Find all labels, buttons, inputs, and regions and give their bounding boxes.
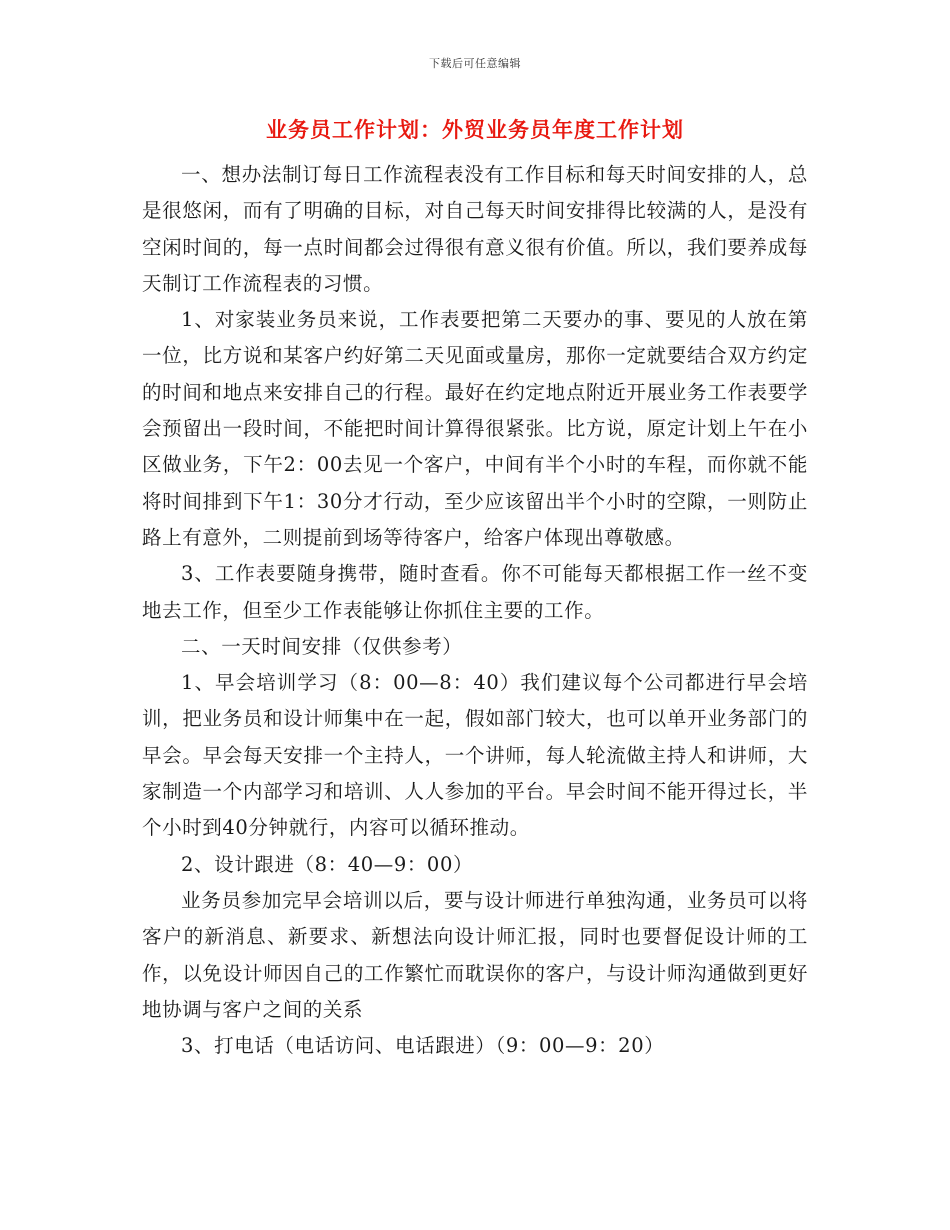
document-body [142, 157, 808, 1064]
paragraph: 1、对家装业务员来说，工作表要把第二天要办的事、要见的人放在第一位，比方说和某客户约好第二天见面或量房，那你一定就要结合双方约定的时间和地点来安排自己的行程。最好在约定地点附近开展业务工作表要学会预留出一段时间，不能把时间计算得很紧张。比方说，原定计划上午在小区做业务，下午2：00去见一个客户，中间有半个小时的车程，而你就不能将时间排到下午1：30分才行动，至少应该留出半个小时的空隙，一则防止路上有意外，二则提前到场等待客户，给客户体现出尊敬感。 [142, 308, 808, 549]
paragraph: 1、早会培训学习（8：00—8：40）我们建议每个公司都进行早会培训，把业务员和设计师集中在一起，假如部门较大，也可以单开业务部门的早会。早会每天安排一个主持人，一个讲师，每人轮流做主持人和讲师，大家制造一个内部学习和培训、人人参加的平台。早会时间不能开得过长，半个小时到40分钟就行，内容可以循环推动。 [142, 671, 808, 840]
paragraph: 一、想办法制订每日工作流程表没有工作目标和每天时间安排的人，总是很悠闲，而有了明确的目标，对自己每天时间安排得比较满的人，是没有空闲时间的，每一点时间都会过得很有意义很有价值。所以，我们要养成每天制订工作流程表的习惯。 [142, 163, 808, 295]
subsection-heading: 2、设计跟进（8：40—9：00） [181, 852, 474, 876]
subsection-heading: 3、打电话（电话访问、电话跟进）（9：00—9：20） [181, 1034, 665, 1058]
document-title: 业务员工作计划：外贸业务员年度工作计划 [266, 117, 684, 142]
paragraph: 业务员参加完早会培训以后，要与设计师进行单独沟通，业务员可以将客户的新消息、新要求、新想法向设计师汇报，同时也要督促设计师的工作，以免设计师因自己的工作繁忙而耽误你的客户，与设计师沟通做到更好地协调与客户之间的关系 [142, 888, 808, 1021]
paragraph: 3、工作表要随身携带，随时查看。你不可能每天都根据工作一丝不变地去工作，但至少工作表能够让你抓住主要的工作。 [142, 562, 808, 622]
header-note: 下载后可任意编辑 [429, 57, 521, 70]
section-heading: 二、一天时间安排（仅供参考） [181, 634, 463, 658]
